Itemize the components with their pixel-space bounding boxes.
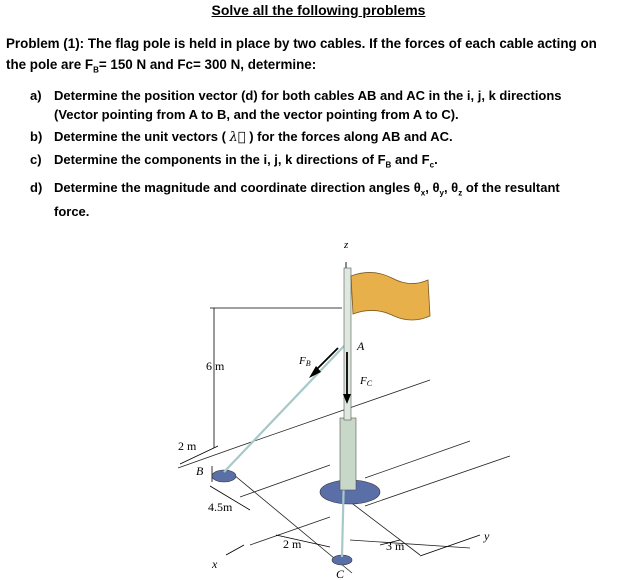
y-axis-label: y	[484, 529, 490, 543]
problem-text: = 150 N and Fc= 300 N, determine:	[98, 57, 317, 72]
question-tag: a)	[30, 88, 42, 103]
page-title: Solve all the following problems	[211, 2, 426, 18]
z-axis-label: z	[344, 239, 349, 251]
force-FC-label	[359, 375, 373, 388]
question-tag: d)	[30, 179, 43, 195]
force-FB-main: F	[299, 355, 306, 367]
question-text: , θ	[425, 179, 440, 195]
question-b	[30, 127, 630, 147]
flagpole-figure	[160, 228, 520, 580]
question-text: and F	[391, 152, 430, 167]
subscript: x	[420, 188, 426, 198]
question-text: Determine the components in the i, j, k directions of F	[54, 152, 386, 167]
question-text: Determine the unit vectors (	[54, 129, 230, 144]
question-d	[30, 178, 630, 222]
x-axis-label: x	[212, 557, 218, 571]
subscript: B	[93, 65, 99, 75]
question-text: , θ	[443, 179, 459, 195]
x-axis	[226, 545, 244, 555]
question-text: Determine the position vector (d) for both cables AB and AC in the i, j, k directions	[54, 88, 562, 103]
question-c	[30, 150, 630, 175]
question-text: force.	[54, 204, 90, 220]
question-text: ) for the forces along AB and AC.	[245, 129, 453, 144]
problem-line-1: Problem (1): The flag pole is held in place by two cables. If the forces of each cable acting on	[6, 36, 597, 51]
subscript: y	[439, 188, 444, 198]
question-text: .	[434, 152, 438, 167]
flag	[351, 272, 430, 320]
question-list	[30, 86, 630, 224]
question-text: of the resultant	[462, 179, 560, 195]
force-FC-main: F	[360, 375, 367, 387]
subscript: z	[458, 188, 463, 198]
question-tag: b)	[30, 129, 43, 144]
cable-AB	[224, 346, 344, 472]
problem-line-2	[6, 54, 634, 81]
dimension-2m-bottom: 2 m	[283, 537, 302, 551]
force-FB-label	[298, 355, 311, 368]
pole-base	[340, 418, 356, 490]
dimension-3m: 3 m	[386, 539, 405, 553]
force-FB-sub: B	[305, 359, 311, 368]
question-text: (Vector pointing from A to B, and the vector pointing from A to C).	[54, 107, 459, 122]
question-tag: c)	[30, 152, 42, 167]
point-A-label: A	[357, 339, 365, 353]
problem-statement	[6, 33, 634, 81]
point-C-label: C	[336, 567, 345, 580]
problem-text: the pole are F	[6, 57, 94, 72]
dimension-2m-left: 2 m	[178, 439, 197, 453]
question-text: Determine the magnitude and coordinate direction angles θ	[54, 179, 421, 195]
question-a	[30, 86, 630, 124]
dimension-4-5m: 4.5m	[208, 500, 233, 514]
subscript: B	[385, 160, 392, 170]
dimension-6m: 6 m	[206, 359, 225, 373]
point-B-label: B	[196, 464, 204, 478]
force-FC-sub: C	[366, 379, 373, 388]
lambda-symbol: λ⃗	[229, 130, 246, 145]
subscript: c	[429, 160, 435, 170]
